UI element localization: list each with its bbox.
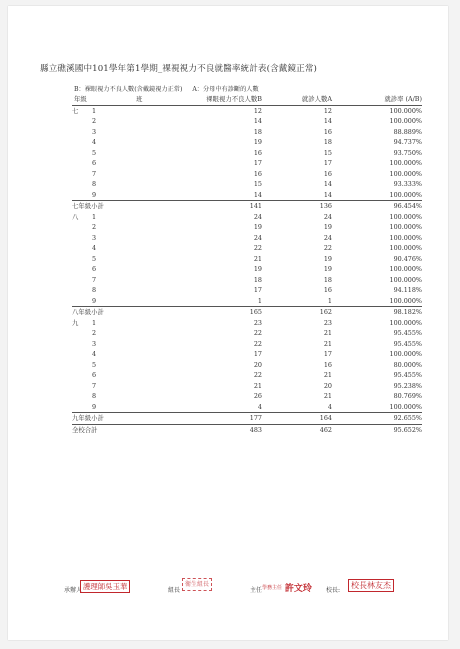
table-row <box>72 391 422 402</box>
subtotal-rate: 96.454% <box>332 201 422 212</box>
a-cell: 16 <box>323 360 332 369</box>
b-cell: 24 <box>253 212 262 221</box>
subtotal-label: 七年級小計 <box>72 201 172 212</box>
legend-b: B：裸眼視力不良人數(含戴鏡視力正常) <box>74 86 183 93</box>
signature-area <box>56 578 436 602</box>
class-cell: 2 <box>92 223 97 231</box>
a-cell: 19 <box>323 265 332 273</box>
director-stamp <box>262 581 312 594</box>
table-row <box>72 169 422 180</box>
subtotal-row <box>72 307 422 318</box>
a-cell: 24 <box>323 233 332 242</box>
total-row <box>72 424 422 435</box>
subtotal-a: 162 <box>262 307 332 318</box>
rate-cell: 100.000% <box>389 296 422 305</box>
grade-cell <box>72 391 92 402</box>
a-cell: 16 <box>323 286 332 294</box>
class-cell: 8 <box>92 286 97 294</box>
total-rate: 95.652% <box>332 424 422 435</box>
subtotal-row <box>72 201 422 212</box>
b-cell: 18 <box>253 127 262 136</box>
table-row <box>72 254 422 265</box>
table-row <box>72 243 422 254</box>
table-row <box>72 137 422 148</box>
class-cell: 9 <box>92 190 97 199</box>
subtotal-a: 136 <box>262 201 332 212</box>
header-b: 裸眼視力不良人數B <box>172 94 262 105</box>
grade-cell <box>72 402 92 413</box>
b-cell: 17 <box>253 350 262 358</box>
table-row <box>72 318 422 329</box>
b-cell: 18 <box>253 275 262 284</box>
grade-cell <box>72 222 92 233</box>
table-row <box>72 328 422 339</box>
rate-cell: 95.238% <box>393 381 422 390</box>
director-name: 許文玲 <box>284 584 312 594</box>
grade-cell: 九 <box>72 318 79 327</box>
a-cell: 22 <box>323 244 332 252</box>
rate-cell: 95.455% <box>393 329 422 337</box>
rate-cell: 88.889% <box>393 127 422 136</box>
rate-cell: 100.000% <box>389 233 422 242</box>
class-cell: 5 <box>92 360 97 369</box>
header-a: 就診人數A <box>262 94 332 105</box>
grade-cell <box>72 349 92 360</box>
director-label: 主任 <box>250 587 263 594</box>
table-row <box>72 233 422 244</box>
class-cell: 7 <box>92 381 97 390</box>
undertaker-stamp: 護理師吳玉華 <box>80 580 130 593</box>
b-cell: 16 <box>253 169 262 178</box>
rate-cell: 100.000% <box>389 159 422 167</box>
rate-cell: 80.000% <box>393 360 422 369</box>
grade-cell: 七 <box>72 106 79 115</box>
table-row <box>72 190 422 201</box>
total-a: 462 <box>262 424 332 435</box>
a-cell: 21 <box>323 339 332 348</box>
table-row <box>72 402 422 413</box>
header-row <box>72 94 422 105</box>
class-cell: 2 <box>92 117 97 125</box>
a-cell: 17 <box>323 350 332 358</box>
class-cell: 9 <box>92 402 97 411</box>
subtotal-label: 九年級小計 <box>72 413 172 425</box>
rate-cell: 93.333% <box>393 180 422 188</box>
class-cell: 1 <box>92 106 97 115</box>
class-cell: 3 <box>92 233 97 242</box>
table-row <box>72 222 422 233</box>
rate-cell: 95.455% <box>393 339 422 348</box>
b-cell: 1 <box>257 296 262 305</box>
header-grade: 年級 <box>72 94 92 105</box>
a-cell: 16 <box>323 169 332 178</box>
statistics-table <box>72 94 422 435</box>
a-cell: 19 <box>323 254 332 263</box>
grade-cell <box>72 116 92 127</box>
grade-cell <box>72 339 92 350</box>
class-cell: 3 <box>92 339 97 348</box>
rate-cell: 100.000% <box>389 318 422 327</box>
grade-cell <box>72 148 92 159</box>
a-cell: 1 <box>327 296 332 305</box>
table-row <box>72 275 422 286</box>
subtotal-label: 八年級小計 <box>72 307 172 318</box>
grade-cell <box>72 285 92 296</box>
grade-cell <box>72 169 92 180</box>
rate-cell: 100.000% <box>389 275 422 284</box>
table-row <box>72 349 422 360</box>
b-cell: 19 <box>253 138 262 146</box>
header-rate: 就診率 (A/B) <box>332 94 422 105</box>
table-row <box>72 360 422 371</box>
class-cell: 6 <box>92 265 97 273</box>
b-cell: 15 <box>253 180 262 188</box>
b-cell: 17 <box>253 159 262 167</box>
grade-cell <box>72 328 92 339</box>
subtotal-b: 177 <box>172 413 262 425</box>
table-row <box>72 127 422 138</box>
a-cell: 24 <box>323 212 332 221</box>
grade-cell <box>72 158 92 169</box>
b-cell: 14 <box>253 190 262 199</box>
legend-a: A：分母中有診斷的人數 <box>192 86 259 93</box>
b-cell: 12 <box>253 106 262 115</box>
table-row <box>72 179 422 190</box>
section-label: 組長 <box>168 587 181 594</box>
header-class: 班 <box>92 94 172 105</box>
b-cell: 14 <box>253 117 262 125</box>
subtotal-row <box>72 413 422 425</box>
table-row <box>72 116 422 127</box>
rate-cell: 100.000% <box>389 244 422 252</box>
grade-cell <box>72 264 92 275</box>
grade-cell: 八 <box>72 212 79 221</box>
a-cell: 4 <box>327 402 332 411</box>
b-cell: 4 <box>257 402 262 411</box>
b-cell: 24 <box>253 233 262 242</box>
grade-cell <box>72 137 92 148</box>
b-cell: 20 <box>253 360 262 369</box>
grade-cell <box>72 190 92 201</box>
total-label: 全校合計 <box>72 424 172 435</box>
a-cell: 19 <box>323 223 332 231</box>
class-cell: 3 <box>92 127 97 136</box>
b-cell: 26 <box>253 392 262 400</box>
class-cell: 8 <box>92 392 97 400</box>
grade-cell <box>72 360 92 371</box>
table-row <box>72 148 422 159</box>
class-cell: 5 <box>92 148 97 157</box>
rate-cell: 90.476% <box>393 254 422 263</box>
grade-cell <box>72 233 92 244</box>
grade-cell <box>72 127 92 138</box>
rate-cell: 100.000% <box>389 117 422 125</box>
subtotal-rate: 92.655% <box>332 413 422 425</box>
grade-cell <box>72 296 92 307</box>
a-cell: 18 <box>323 138 332 146</box>
document-page <box>8 6 448 640</box>
rate-cell: 80.769% <box>393 392 422 400</box>
total-b: 483 <box>172 424 262 435</box>
rate-cell: 100.000% <box>389 212 422 221</box>
table-row <box>72 158 422 169</box>
b-cell: 21 <box>253 254 262 263</box>
grade-cell <box>72 254 92 265</box>
a-cell: 15 <box>323 148 332 157</box>
b-cell: 21 <box>253 381 262 390</box>
a-cell: 16 <box>323 127 332 136</box>
document-title: 縣立礁溪國中101學年第1學期_裸視視力不良就醫率統計表(含戴鏡正常) <box>40 64 317 74</box>
subtotal-a: 164 <box>262 413 332 425</box>
class-cell: 5 <box>92 254 97 263</box>
table-row <box>72 285 422 296</box>
a-cell: 12 <box>323 106 332 115</box>
a-cell: 21 <box>323 329 332 337</box>
a-cell: 14 <box>323 180 332 188</box>
rate-cell: 100.000% <box>389 223 422 231</box>
b-cell: 22 <box>253 339 262 348</box>
grade-cell <box>72 179 92 190</box>
class-cell: 2 <box>92 329 97 337</box>
b-cell: 22 <box>253 371 262 379</box>
b-cell: 22 <box>253 244 262 252</box>
subtotal-b: 141 <box>172 201 262 212</box>
rate-cell: 100.000% <box>389 169 422 178</box>
class-cell: 8 <box>92 180 97 188</box>
a-cell: 21 <box>323 392 332 400</box>
rate-cell: 100.000% <box>389 350 422 358</box>
class-cell: 7 <box>92 275 97 284</box>
class-cell: 6 <box>92 159 97 167</box>
legend <box>74 84 259 93</box>
table-row <box>72 105 422 116</box>
a-cell: 18 <box>323 275 332 284</box>
a-cell: 17 <box>323 159 332 167</box>
table-row <box>72 370 422 381</box>
grade-cell <box>72 243 92 254</box>
class-cell: 6 <box>92 371 97 379</box>
class-cell: 1 <box>92 318 97 327</box>
table-row <box>72 339 422 350</box>
rate-cell: 100.000% <box>389 190 422 199</box>
rate-cell: 100.000% <box>389 402 422 411</box>
class-cell: 4 <box>92 244 97 252</box>
a-cell: 23 <box>323 318 332 327</box>
class-cell: 1 <box>92 212 97 221</box>
rate-cell: 93.750% <box>393 148 422 157</box>
a-cell: 21 <box>323 371 332 379</box>
b-cell: 19 <box>253 265 262 273</box>
section-stamp: 衛生組長 <box>182 578 212 591</box>
b-cell: 22 <box>253 329 262 337</box>
class-cell: 7 <box>92 169 97 178</box>
class-cell: 4 <box>92 350 97 358</box>
rate-cell: 95.455% <box>393 371 422 379</box>
rate-cell: 94.118% <box>393 286 422 294</box>
table-row <box>72 212 422 223</box>
table-row <box>72 264 422 275</box>
a-cell: 14 <box>323 190 332 199</box>
b-cell: 19 <box>253 223 262 231</box>
table-row <box>72 381 422 392</box>
class-cell: 9 <box>92 296 97 305</box>
grade-cell <box>72 381 92 392</box>
b-cell: 23 <box>253 318 262 327</box>
rate-cell: 94.737% <box>393 138 422 146</box>
principal-stamp: 校長林友杰 <box>348 579 394 592</box>
b-cell: 17 <box>253 286 262 294</box>
subtotal-rate: 98.182% <box>332 307 422 318</box>
director-title: 學務主任 <box>262 585 283 591</box>
grade-cell <box>72 275 92 286</box>
table-row <box>72 296 422 307</box>
a-cell: 20 <box>323 381 332 390</box>
principal-label: 校長: <box>326 587 341 594</box>
undertaker-label: 承辦人 <box>64 587 83 594</box>
a-cell: 14 <box>323 117 332 125</box>
b-cell: 16 <box>253 148 262 157</box>
rate-cell: 100.000% <box>389 106 422 115</box>
grade-cell <box>72 370 92 381</box>
rate-cell: 100.000% <box>389 265 422 273</box>
class-cell: 4 <box>92 138 97 146</box>
subtotal-b: 165 <box>172 307 262 318</box>
